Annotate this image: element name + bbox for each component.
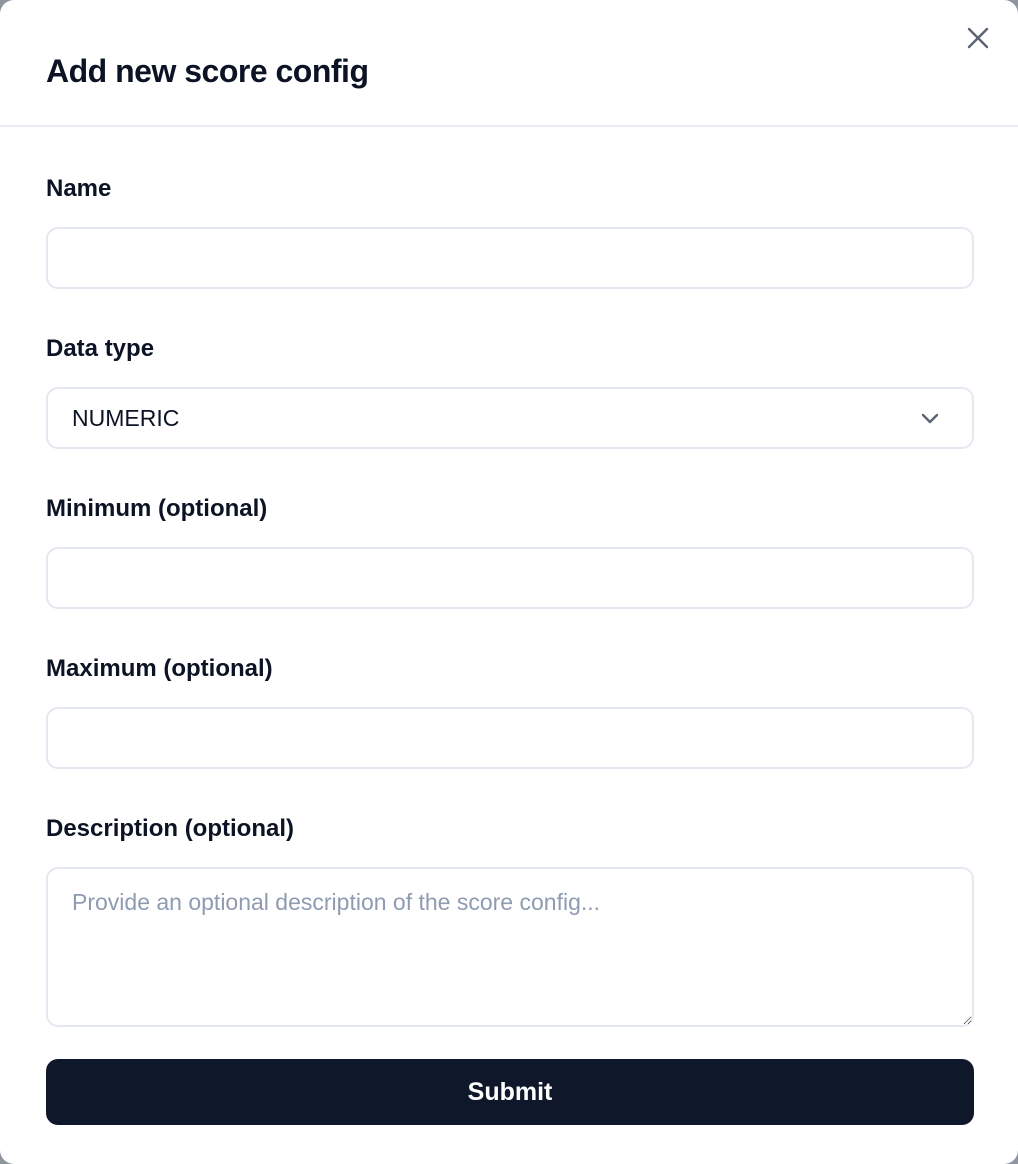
data-type-selected-value: NUMERIC [72,404,180,431]
description-textarea[interactable] [46,867,974,1027]
data-type-label: Data type [46,335,155,362]
modal-title: Add new score config [46,53,369,89]
data-type-select[interactable] [46,387,974,449]
name-input[interactable] [46,227,974,289]
description-label: Description (optional) [46,815,294,842]
modal-header [0,0,1018,127]
field-name [46,175,974,289]
modal-body [0,127,1018,1125]
close-button[interactable] [962,22,994,54]
minimum-input[interactable] [46,547,974,609]
close-icon [965,25,991,51]
maximum-input[interactable] [46,707,974,769]
field-maximum [46,655,974,769]
field-description [46,815,974,1027]
minimum-label: Minimum (optional) [46,495,268,522]
field-minimum [46,495,974,609]
maximum-label: Maximum (optional) [46,655,273,682]
submit-button[interactable]: Submit [46,1059,974,1125]
name-label: Name [46,175,112,202]
chevron-down-icon [916,404,944,432]
field-data-type [46,335,974,449]
